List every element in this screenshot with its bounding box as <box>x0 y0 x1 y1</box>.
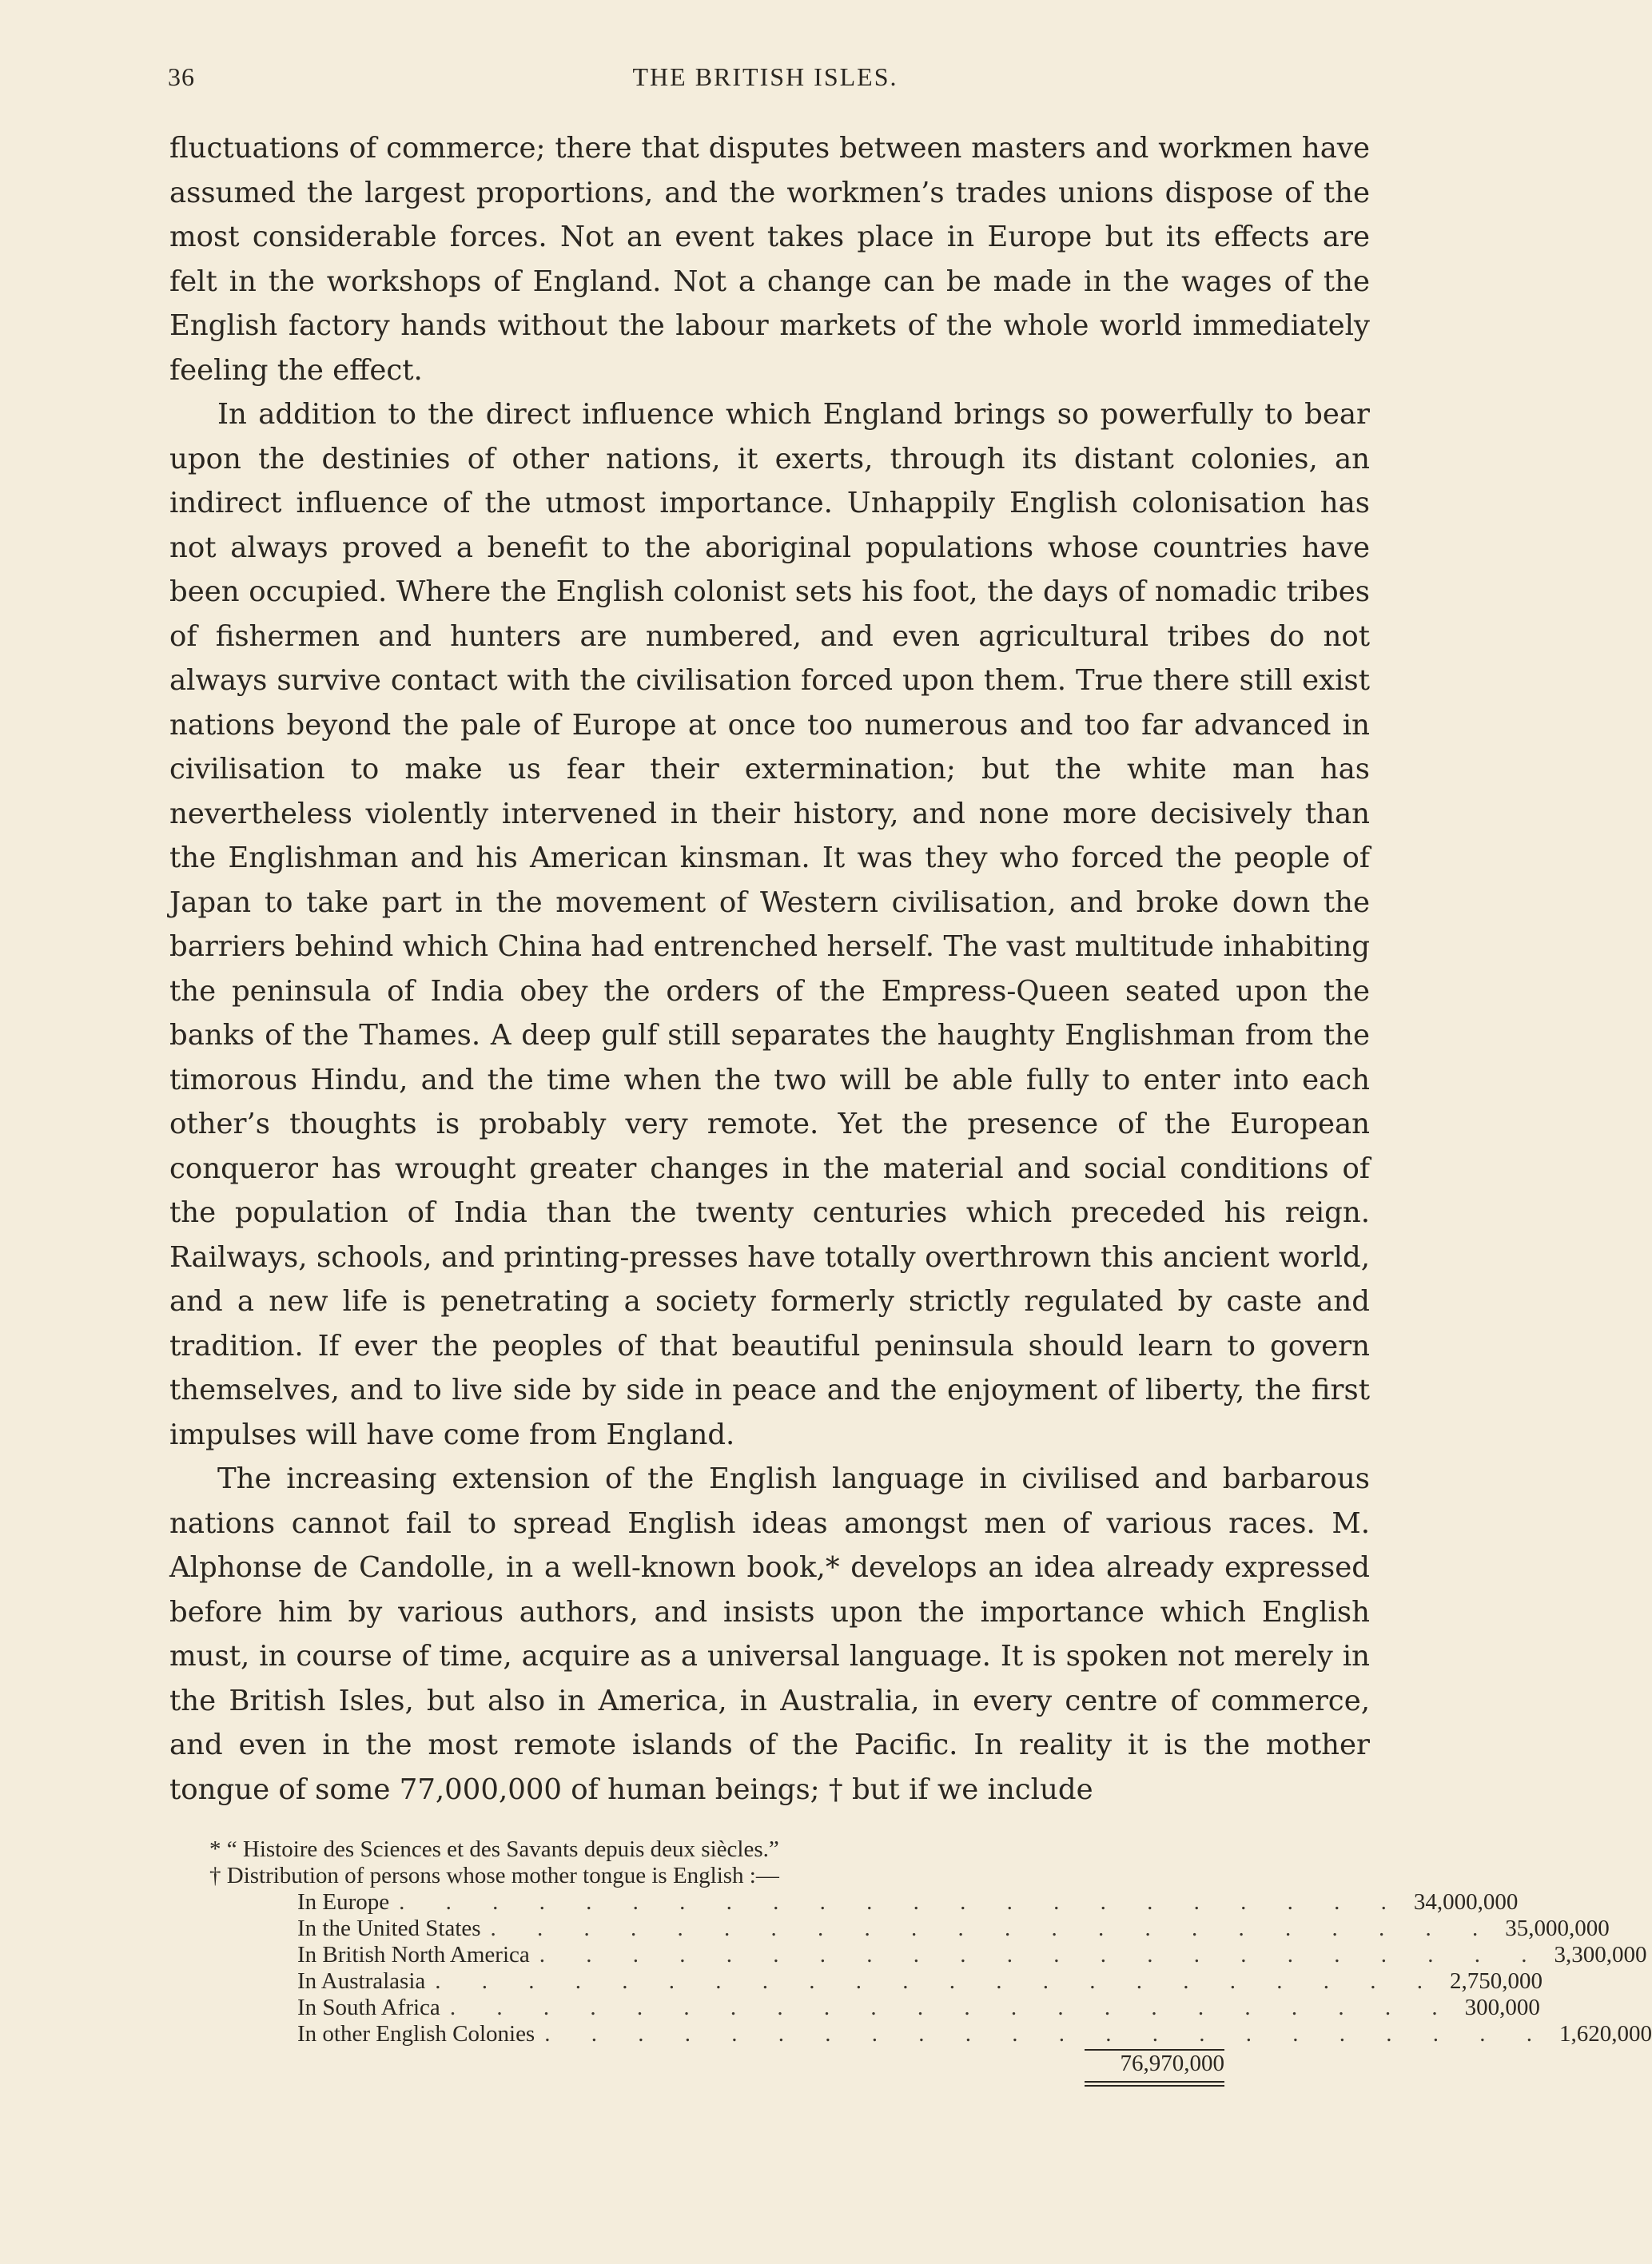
distribution-row <box>297 2021 1652 2047</box>
page-number: 36 <box>168 62 195 91</box>
leader-dots: . . . . . . . . . . . . . . . . . . . . . . <box>435 1968 1441 1994</box>
distribution-value: 1,620,000 <box>1558 2021 1652 2047</box>
paragraph-1: fluctuations of commerce; there that disputes between masters and workmen have assumed the largest proportions, and the workmen’s trades unions dispose of the most considerable forces. Not an event takes place in Europe but its effects are felt in the workshops of England. Not a change can be made in the wages of the English factory hands without the labour markets of the whole world immediately feeling the effect. <box>169 132 1370 387</box>
paragraph-2: In addition to the direct influence which England brings so powerfully to bear upon the destinies of other nations, it exerts, through its distant colonies, an indirect influence of the utmost importance. Unhappily English colonisation has not always proved a benefit to the aboriginal populations whose countries have been occupied. Where the English colonist sets his foot, the days of nomadic tribes of fishermen and hunters are numbered, and even agricultural tribes do not always survive contact with the civilisation forced upon them. True there still exist nations beyond the pale of Europe at once too numerous and too far advanced in civilisation to make us fear their extermination; but the white man has nevertheless violently intervened in their history, and none more decisively than the Englishman and his American kinsman. It was they who forced the people of Japan to take part in the movement of Western civilisation, and broke down the barriers behind which China had entrenched herself. The vast multitude inhabiting the peninsula of India obey the orders of the Empress-Queen seated upon the banks of the Thames. A deep gulf still separates the haughty Englishman from the timorous Hindu, and the time when the two will be able fully to enter into each other’s thoughts is probably very remote. Yet the presence of the European conqueror has wrought greater changes in the material and social conditions of the population of India than the twenty centuries which preceded his reign. Railways, schools, and printing-presses have totally overthrown this ancient world, and a new life is penetrating a society formerly strictly regulated by caste and tradition. If ever the peoples of that beautiful peninsula should learn to govern themselves, and to live side by side in peace and the enjoyment of liberty, the first impulses will have come from England. <box>169 398 1370 1451</box>
distribution-value: 300,000 <box>1464 1995 1540 2020</box>
distribution-table <box>297 1889 1652 2087</box>
leader-dots: . . . . . . . . . . . . . . . . . . . . . . <box>490 1916 1496 1941</box>
leader-dots: . . . . . . . . . . . . . . . . . . . . . . <box>449 1995 1455 2020</box>
leader-dots: . . . . . . . . . . . . . . . . . . . . . . <box>539 1942 1545 1968</box>
leader-dots: . . . . . . . . . . . . . . . . . . . . . . <box>399 1889 1404 1915</box>
footnote-distribution-heading: † Distribution of persons whose mother tongue is English :— <box>209 1863 779 1888</box>
distribution-label: In Europe <box>297 1889 390 1915</box>
distribution-value: 35,000,000 <box>1505 1916 1610 1941</box>
paragraph-3: The increasing extension of the English language in civilised and barbarous nations cannot fail to spread English ideas amongst men of various races. M. Alphonse de Candolle, in a well-known book,* develops an idea already expressed before him by various authors, and insists upon the importance which English must, in course of time, acquire as a universal language. It is spoken not merely in the British Isles, but also in America, in Australia, in every centre of commerce, and even in the most remote islands of the Pacific. In reality it is the mother tongue of some 77,000,000 of human beings; † but if we include <box>169 1462 1370 1806</box>
distribution-value: 3,300,000 <box>1554 1942 1647 1968</box>
distribution-value: 2,750,000 <box>1450 1968 1543 1994</box>
distribution-row <box>297 1942 1647 1968</box>
total-double-rule <box>1085 2081 1224 2087</box>
distribution-label: In British North America <box>297 1942 530 1968</box>
footnote-histoire: * “ Histoire des Sciences et des Savants depuis deux siècles.” <box>209 1836 779 1862</box>
running-title: THE BRITISH ISLES. <box>632 62 898 91</box>
distribution-label: In Australasia <box>297 1968 426 1994</box>
leader-dots: . . . . . . . . . . . . . . . . . . . . . . <box>544 2021 1550 2047</box>
distribution-label: In other English Colonies <box>297 2021 535 2047</box>
distribution-value: 34,000,000 <box>1413 1889 1519 1915</box>
distribution-row <box>297 1916 1610 1942</box>
page-header <box>168 62 1363 102</box>
distribution-label: In South Africa <box>297 1995 440 2020</box>
distribution-label: In the United States <box>297 1916 481 1941</box>
distribution-row <box>297 1889 1519 1916</box>
body-text <box>169 126 1370 1812</box>
distribution-row <box>297 1995 1540 2021</box>
distribution-total: 76,970,000 <box>1120 2051 1224 2076</box>
total-row <box>297 2051 1224 2079</box>
footnotes <box>209 1836 1652 2087</box>
distribution-row <box>297 1968 1543 1995</box>
